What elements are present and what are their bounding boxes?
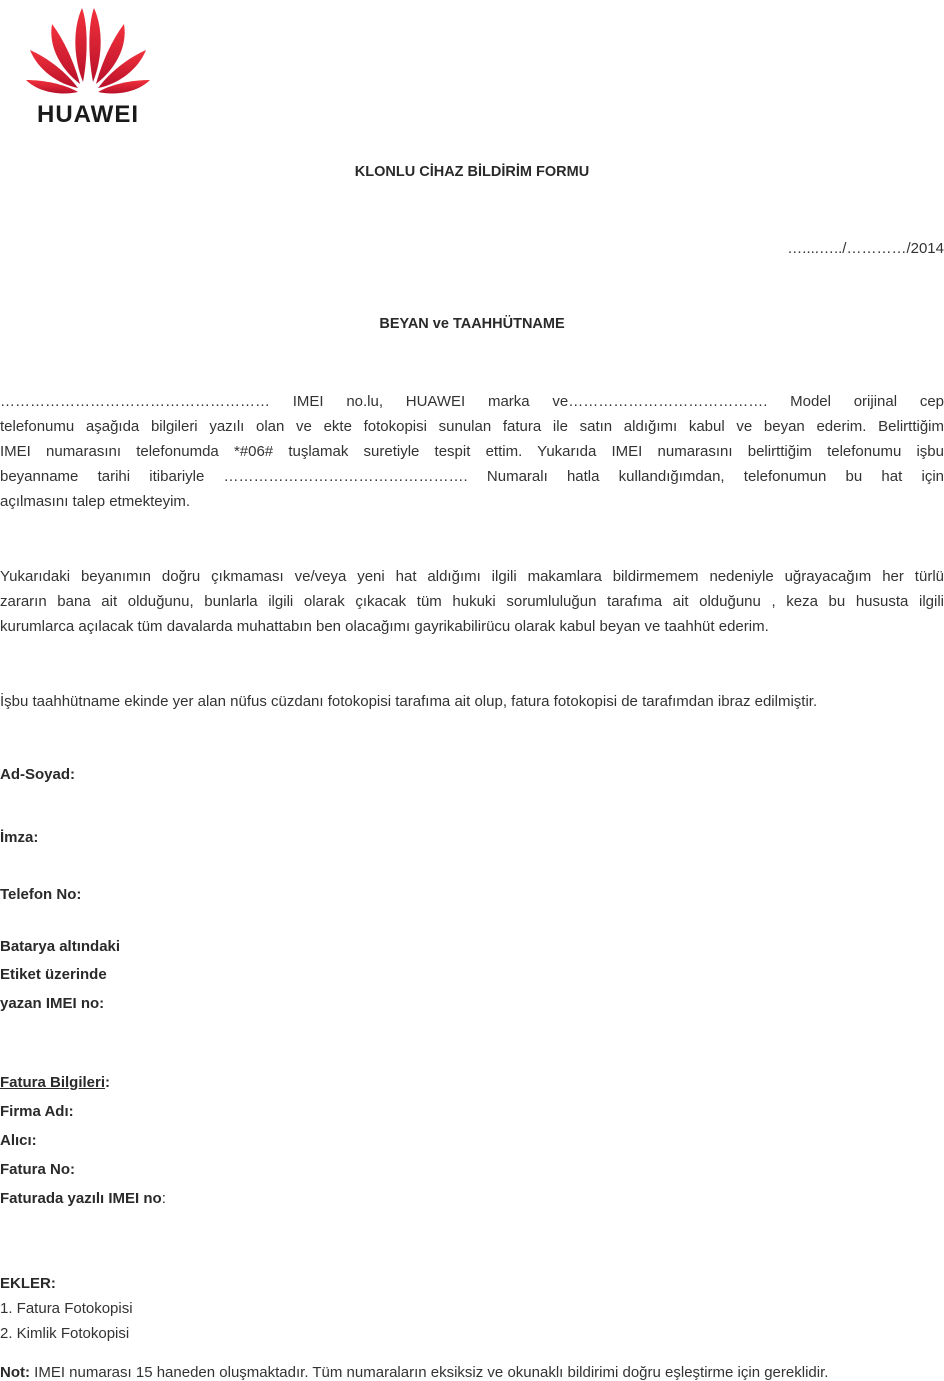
signature-field-label: İmza:: [0, 829, 39, 846]
footnote-text: IMEI numarası 15 haneden oluşmaktadır. Tüm numaraların eksiksiz ve okunaklı bildirimi doğru eşleştirme için gereklidir.: [30, 1364, 829, 1381]
paragraph-1-line-4: beyanname tarihi itibariyle …………………………………………. Numaralı hatla kullandığımdan, telefonumun bu hat için: [0, 468, 944, 485]
declaration-title: BEYAN ve TAAHHÜTNAME: [379, 316, 565, 332]
invoice-imei-colon: :: [161, 1190, 166, 1207]
svg-text:HUAWEI: HUAWEI: [37, 101, 139, 126]
attachment-item-1: 1. Fatura Fotokopisi: [0, 1300, 133, 1317]
attachments-heading: EKLER:: [0, 1275, 56, 1292]
paragraph-3: İşbu taahhütname ekinde yer alan nüfus cüzdanı fotokopisi tarafıma ait olup, fatura fotokopisi de tarafımdan ibraz edilmiştir.: [0, 693, 818, 710]
invoice-imei-text: Faturada yazılı IMEI no: [0, 1190, 162, 1207]
paragraph-2-line-1: Yukarıdaki beyanımın doğru çıkmaması ve/veya yeni hat aldığımı ilgili makamlara bildirmemem nedeniyle uğrayacağım her türlü: [0, 568, 944, 585]
invoice-heading: [0, 1074, 110, 1091]
paragraph-1-line-2: telefonumu aşağıda bilgileri yazılı olan ve ekte fotokopisi sunulan fatura ile satın aldığımı kabul ve beyan ederim. Belirttiğim: [0, 418, 944, 435]
name-field-label: Ad-Soyad:: [0, 766, 75, 783]
imei-field-label-line-2: Etiket üzerinde: [0, 966, 107, 983]
form-title: KLONLU CİHAZ BİLDİRİM FORMU: [354, 164, 590, 180]
invoice-number-label: Fatura No:: [0, 1161, 75, 1178]
invoice-imei-label: [0, 1190, 166, 1207]
invoice-company-label: Firma Adı:: [0, 1103, 74, 1120]
paragraph-1-line-1: ……………………………………………… IMEI no.lu, HUAWEI marka ve…………………………………. Model orijinal cep: [0, 393, 944, 410]
huawei-logo: [22, 0, 154, 126]
attachment-item-2: 2. Kimlik Fotokopisi: [0, 1325, 130, 1342]
footnote-label: Not:: [0, 1364, 30, 1381]
imei-field-label-line-1: Batarya altındaki: [0, 938, 121, 955]
paragraph-1-line-5: açılmasını talep etmekteyim.: [0, 493, 191, 510]
paragraph-2-line-3: kurumlarca açılacak tüm davalarda muhattabın ben olacağımı gayrikabilirücu olarak kabul beyan ve taahhüt ederim.: [0, 618, 769, 635]
paragraph-2-line-2: zararın bana ait olduğunu, bunlarla ilgili olarak çıkacak tüm hukuki sorumluluğun tarafıma ait olduğunu , keza bu hususta ilgili: [0, 593, 944, 610]
invoice-buyer-label: Alıcı:: [0, 1132, 37, 1149]
invoice-heading-colon: :: [105, 1074, 111, 1091]
huawei-flower-icon: [22, 0, 154, 126]
date-line: …....…../…………/2014: [787, 240, 944, 257]
footnote: [0, 1364, 828, 1381]
imei-field-label-line-3: yazan IMEI no:: [0, 995, 105, 1012]
phone-field-label: Telefon No:: [0, 886, 82, 903]
paragraph-1-line-3: IMEI numarasını telefonumda *#06# tuşlamak suretiyle tespit ettim. Yukarıda IMEI numarasını belirttiğim telefonumu işbu: [0, 443, 944, 460]
invoice-heading-text: Fatura Bilgileri: [0, 1074, 106, 1091]
